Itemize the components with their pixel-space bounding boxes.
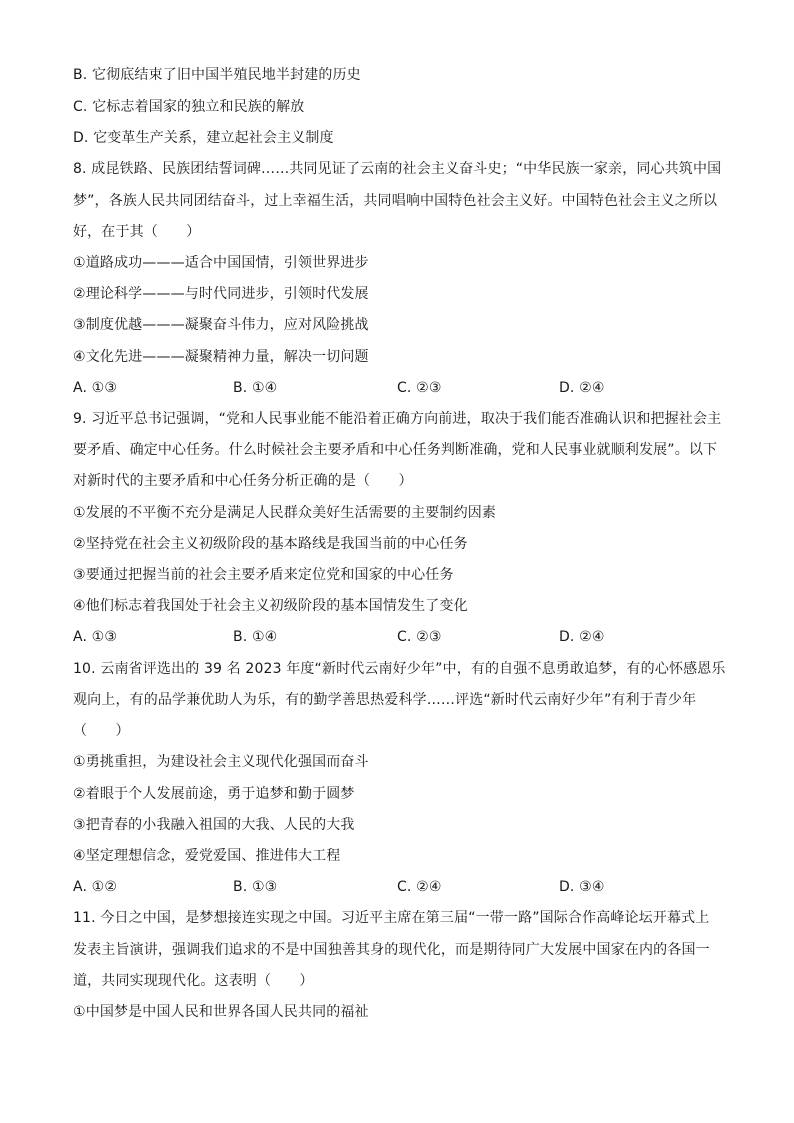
q11-stem-line: 11. 今日之中国，是梦想接连实现之中国。习近平主席在第三届“一带一路”国际合作高峰论坛开幕式上 <box>73 910 710 926</box>
q8-stem-line: 好，在于其（ ） <box>73 224 201 240</box>
q7-option-d: D. 它变革生产关系，建立起社会主义制度 <box>73 130 334 146</box>
q8-statement-1: ①道路成功———适合中国国情，引领世界进步 <box>73 255 369 271</box>
q9-choice-d[interactable]: D. ②④ <box>559 629 605 645</box>
q8-choice-c[interactable]: C. ②③ <box>397 380 442 396</box>
q10-statement-3: ③把青春的小我融入祖国的大我、人民的大我 <box>73 817 355 833</box>
q11-statement-1: ①中国梦是中国人民和世界各国人民共同的福祉 <box>73 1004 369 1020</box>
q10-choice-c[interactable]: C. ②④ <box>397 879 442 895</box>
q9-statement-1: ①发展的不平衡不充分是满足人民群众美好生活需要的主要制约因素 <box>73 505 497 521</box>
q8-statement-4: ④文化先进———凝聚精神力量，解决一切问题 <box>73 349 369 365</box>
q9-stem-line: 对新时代的主要矛盾和中心任务分析正确的是（ ） <box>73 473 413 489</box>
q10-choice-d[interactable]: D. ③④ <box>559 879 605 895</box>
q9-choice-b[interactable]: B. ①④ <box>233 629 278 645</box>
q11-stem-line: 道，共同实现现代化。这表明（ ） <box>73 973 314 989</box>
q8-stem-line: 8. 成昆铁路、民族团结誓词碑……共同见证了云南的社会主义奋斗史；“中华民族一家亲，同心共筑中国 <box>73 161 722 177</box>
q9-stem-line: 9. 习近平总书记强调，“党和人民事业能不能沿着正确方向前进，取决于我们能否准确认识和把握社会主 <box>73 411 722 427</box>
q8-choices <box>73 378 723 398</box>
q10-statement-1: ①勇挑重担，为建设社会主义现代化强国而奋斗 <box>73 754 369 770</box>
q9-choice-c[interactable]: C. ②③ <box>397 629 442 645</box>
q9-statement-4: ④他们标志着我国处于社会主义初级阶段的基本国情发生了变化 <box>73 598 468 614</box>
q10-choice-b[interactable]: B. ①③ <box>233 879 278 895</box>
q9-choice-a[interactable]: A. ①③ <box>73 629 118 645</box>
q10-choices <box>73 877 723 897</box>
q7-option-c: C. 它标志着国家的独立和民族的解放 <box>73 99 305 115</box>
q10-statement-2: ②着眼于个人发展前途，勇于追梦和勤于圆梦 <box>73 786 355 802</box>
q8-statement-2: ②理论科学———与时代同进步，引领时代发展 <box>73 286 369 302</box>
q10-stem-line: 观向上，有的品学兼优助人为乐，有的勤学善思热爱科学……评选“新时代云南好少年”有利于青少年 <box>73 692 697 708</box>
q10-choice-a[interactable]: A. ①② <box>73 879 118 895</box>
q8-stem-line: 梦”，各族人民共同团结奋斗，过上幸福生活，共同唱响中国特色社会主义好。中国特色社会主义之所以 <box>73 193 718 209</box>
q8-choice-d[interactable]: D. ②④ <box>559 380 605 396</box>
q8-statement-3: ③制度优越———凝聚奋斗伟力，应对风险挑战 <box>73 317 369 333</box>
q10-stem-line: （ ） <box>73 723 130 739</box>
q11-stem-line: 发表主旨演讲，强调我们追求的不是中国独善其身的现代化，而是期待同广大发展中国家在内的各国一 <box>73 942 710 958</box>
q9-statement-3: ③要通过把握当前的社会主要矛盾来定位党和国家的中心任务 <box>73 567 454 583</box>
q9-statement-2: ②坚持党在社会主义初级阶段的基本路线是我国当前的中心任务 <box>73 536 468 552</box>
q8-choice-a[interactable]: A. ①③ <box>73 380 118 396</box>
q8-choice-b[interactable]: B. ①④ <box>233 380 278 396</box>
q9-stem-line: 要矛盾、确定中心任务。什么时候社会主要矛盾和中心任务判断准确，党和人民事业就顺利发展”。以下 <box>73 442 718 458</box>
q9-choices <box>73 627 723 647</box>
q10-statement-4: ④坚定理想信念，爱党爱国、推进伟大工程 <box>73 848 341 864</box>
q10-stem-line: 10. 云南省评选出的 39 名 2023 年度“新时代云南好少年”中，有的自强不息勇敢追梦，有的心怀感恩乐 <box>73 661 726 677</box>
q7-option-b: B. 它彻底结束了旧中国半殖民地半封建的历史 <box>73 67 361 83</box>
